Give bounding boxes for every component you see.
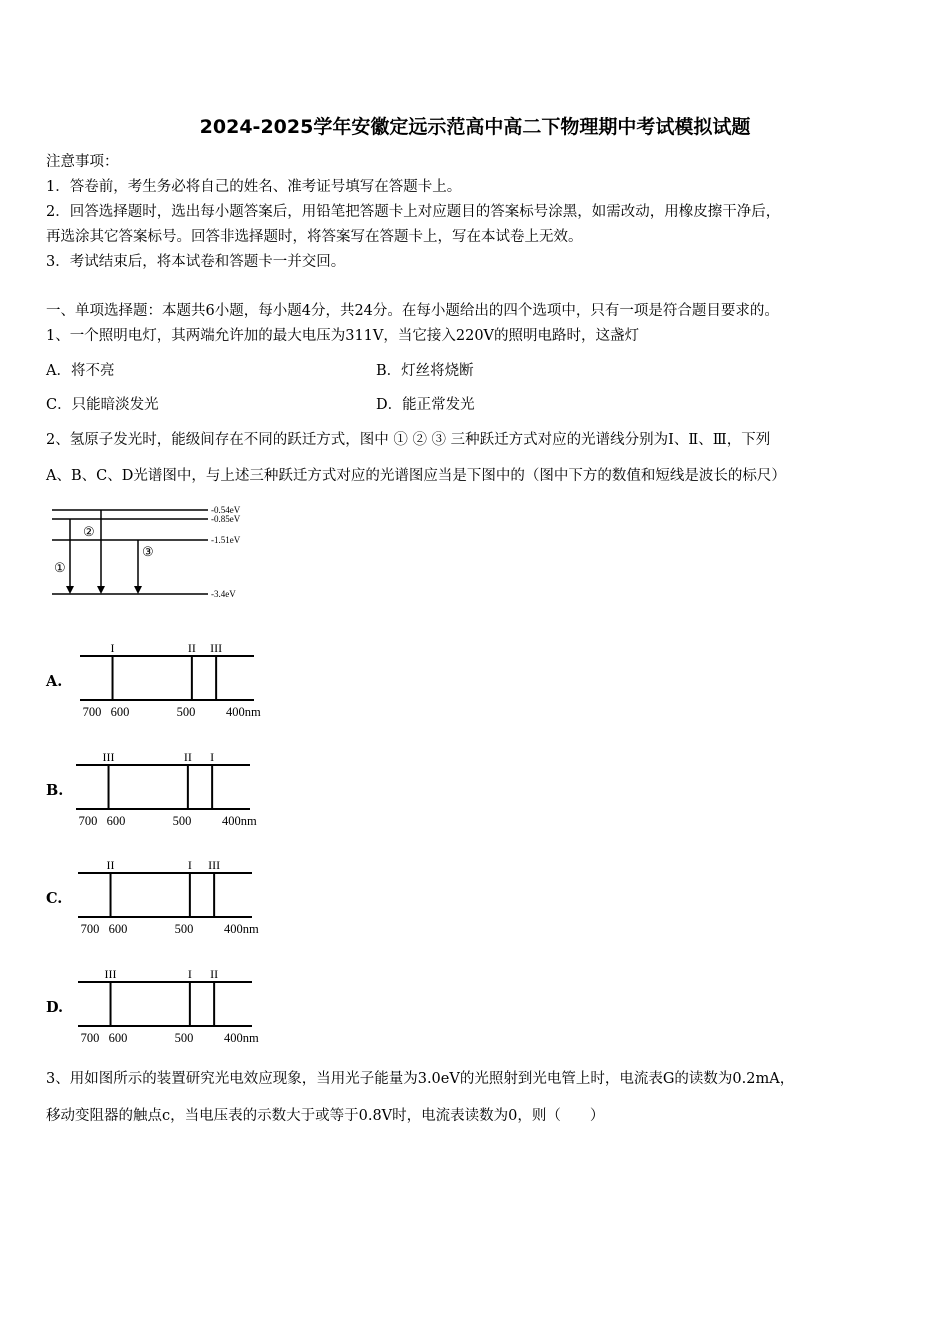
spectrum-option-c <box>72 855 274 939</box>
level-label: -0.54eV <box>211 505 241 515</box>
level-label: -0.85eV <box>211 514 241 524</box>
scale-label: 600 <box>110 705 130 719</box>
spectrum-option-a <box>74 638 274 722</box>
arrow-head <box>134 586 142 594</box>
energy-level-diagram <box>46 500 266 605</box>
scale-label: 700 <box>82 705 102 719</box>
spectral-line-label: III <box>210 641 223 655</box>
option-label-d: D. <box>46 999 64 1016</box>
section-heading: 一、单项选择题：本题共6小题，每小题4分，共24分。在每小题给出的四个选项中，只有一项是符合题目要求的。 <box>46 303 779 319</box>
notice-item: 再选涂其它答案标号。回答非选择题时，将答案写在答题卡上，写在本试卷上无效。 <box>46 229 583 245</box>
transition-label: ② <box>83 524 95 539</box>
option-label-a: A. <box>46 673 63 690</box>
q1-option-b: B．灯丝将烧断 <box>376 363 474 379</box>
scale-label: 600 <box>108 1031 128 1045</box>
page-title: 2024-2025学年安徽定远示范高中高二下物理期中考试模拟试题 <box>199 116 751 138</box>
notice-item: 1．答卷前，考生务必将自己的姓名、准考证号填写在答题卡上。 <box>46 179 462 195</box>
scale-label: 700 <box>80 922 100 936</box>
spectral-line-label: III <box>104 967 117 981</box>
scale-label: 400nm <box>222 814 257 828</box>
spectrum-option-b <box>70 747 274 831</box>
arrow-head <box>97 586 105 594</box>
question-2-stem-line2: A、B、C、D光谱图中，与上述三种跃迁方式对应的光谱图应当是下图中的（图中下方的数值和短线是波长的标尺） <box>46 468 786 484</box>
scale-label: 700 <box>78 814 98 828</box>
spectral-line-label: II <box>106 858 115 872</box>
level-label: -3.4eV <box>211 589 236 599</box>
option-label-b: B. <box>46 782 64 799</box>
level-label: -1.51eV <box>211 535 241 545</box>
q1-option-a: A．将不亮 <box>46 363 115 379</box>
q1-option-d: D．能正常发光 <box>376 397 475 413</box>
spectral-line-label: III <box>102 750 115 764</box>
scale-label: 400nm <box>224 1031 259 1045</box>
scale-label: 400nm <box>226 705 261 719</box>
spectral-line-label: I <box>210 750 215 764</box>
scale-label: 700 <box>80 1031 100 1045</box>
spectral-line-label: I <box>187 858 192 872</box>
option-label-c: C. <box>46 890 63 907</box>
question-2-stem-line1: 2、氢原子发光时，能级间存在不同的跃迁方式，图中 ① ② ③ 三种跃迁方式对应的光谱线分别为Ⅰ、Ⅱ、Ⅲ，下列 <box>46 432 771 448</box>
transition-label: ① <box>54 560 66 575</box>
arrow-head <box>66 586 74 594</box>
scale-label: 600 <box>108 922 128 936</box>
spectral-line-label: III <box>208 858 221 872</box>
scale-label: 500 <box>174 1031 194 1045</box>
notice-item: 2．回答选择题时，选出每小题答案后，用铅笔把答题卡上对应题目的答案标号涂黑，如需改动，用橡皮擦干净后， <box>46 204 781 220</box>
notice-heading: 注意事项： <box>46 154 119 170</box>
spectral-line-label: I <box>187 967 192 981</box>
spectral-line-label: II <box>183 750 192 764</box>
spectrum-option-d <box>72 964 274 1048</box>
scale-label: 500 <box>172 814 192 828</box>
scale-label: 500 <box>174 922 194 936</box>
scale-label: 600 <box>106 814 126 828</box>
notice-item: 3．考试结束后，将本试卷和答题卡一并交回。 <box>46 254 346 270</box>
question-3-stem-line2: 移动变阻器的触点c，当电压表的示数大于或等于0.8V时，电流表读数为0，则（ ） <box>46 1108 605 1124</box>
spectral-line-label: II <box>210 967 219 981</box>
scale-label: 400nm <box>224 922 259 936</box>
question-1-stem: 1、一个照明电灯，其两端允许加的最大电压为311V，当它接入220V的照明电路时，这盏灯 <box>46 328 640 344</box>
question-3-stem-line1: 3、用如图所示的装置研究光电效应现象，当用光子能量为3.0eV的光照射到光电管上时，电流表G的读数为0.2mA， <box>46 1071 795 1087</box>
q1-option-c: C．只能暗淡发光 <box>46 397 159 413</box>
spectral-line-label: I <box>110 641 115 655</box>
transition-label: ③ <box>142 544 154 559</box>
scale-label: 500 <box>176 705 196 719</box>
spectral-line-label: II <box>187 641 196 655</box>
